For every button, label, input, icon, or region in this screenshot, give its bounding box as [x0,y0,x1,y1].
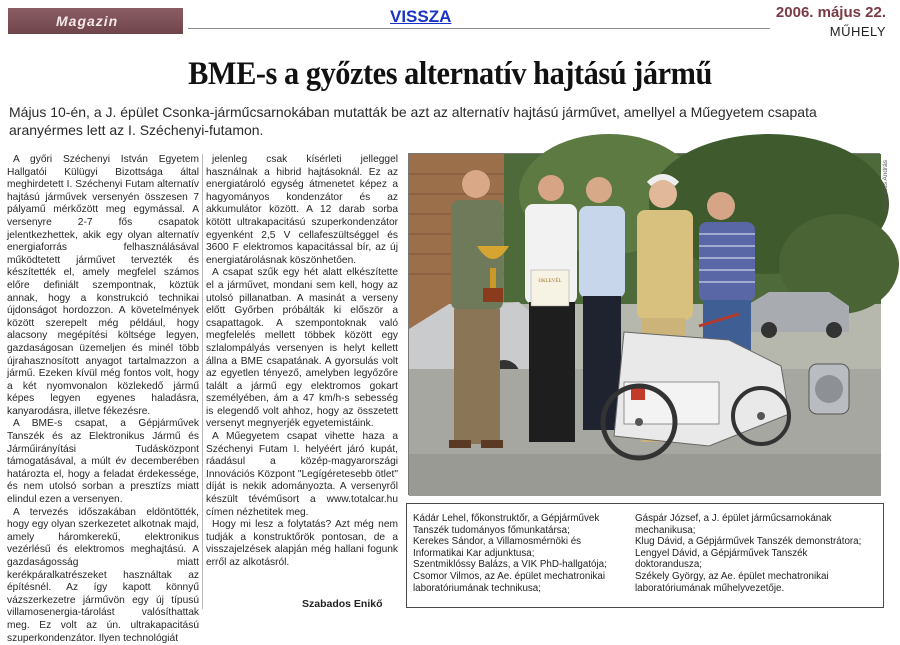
caption-entry: Csomor Vilmos, az Ae. épület mechatronikai laboratóriumának technikusa; [413,570,606,594]
section-tag: Magazin [8,8,183,34]
caption-entry: Klug Dávid, a Gépjárművek Tanszék demonstrátora; [635,536,862,548]
caption-entry: Szentmiklóssy Balázs, a VIK PhD-hallgatója; [413,559,607,571]
paragraph: A Műegyetem csapat vihette haza a Széchenyi Futam I. helyéért járó kupát, ráadásul a közép-magyarországi Innovációs Központ "Legígéretesebb ötlet" díját is nekik adományozta. A versenyről készült tévéműsort a www.totalcar.hu címen nézhetitek meg. [206,431,398,518]
caption-entry: Lengyel Dávid, a Gépjárművek Tanszék doktorandusza; [635,547,808,571]
back-link[interactable]: VISSZA [390,7,452,26]
article-column-2 [206,154,398,570]
article-lead: Május 10-én, a J. épület Csonka-járműcsarnokában mutatták be azt az alternatív hajtású járművet, amellyel a Műegyetem csapata aranyérmes lett az I. Széchenyi-futamon. [9,104,817,138]
section-name: MŰHELY [829,24,886,39]
paragraph: A csapat szűk egy hét alatt elkészítette el a járművet, mondani sem kell, hogy az utolsó pillanatban. A masinát a verseny előtt Győrben próbálták ki először a csapattagok. A szempontoknak való megfelelés mellett többek között egy szlalompályás versenyen is helyt kellett állna a BME csapatának. A gyorsulás volt az egyetlen tényező, amelyben legyőzőre talált a jármű egy elektromos gokart személyében, ám a 47 km/h-s sebesség is elegendő volt ahhoz, hogy az összetett versenyt megnyerjék egyetemistáink. [206,267,398,430]
certificate-label: OKLEVÉL [538,279,562,284]
caption-left-column [413,513,627,594]
team-photo-illustration [409,154,881,496]
caption-entry: Kádár Lehel, főkonstruktőr, a Gépjárművek Tanszék tudományos főmunkatársa; [413,513,600,536]
photo-credit: Fotó: Kiss András [882,160,889,211]
header-rule [188,28,770,29]
photo-caption-box [406,503,884,608]
caption-entry: Székely György, az Ae. épület mechatronikai laboratóriumának műhelyvezetője. [635,570,829,594]
paragraph: A tervezés időszakában eldöntötték, hogy egy olyan szerkezetet alkotnak majd, amely háromkerekű, elektronikus vezérlésű és elektromos meghajtású. A gazdaságosság miatt kerékpáralkatrészeket használtak az építésnél. Az így kapott könnyű vázszerkezetre járművön egy új típusú villamosenergia-tárolást valósíthattak meg. Ez volt az ún. ultrakapacitású szuperkondenzátor. Ilyen technológiát [7,506,199,644]
caption-entry: Gáspár József, a J. épület járműcsarnokának mechanikusa; [635,513,832,536]
caption-entry: Kerekes Sándor, a Villamosmérnöki és Informatikai Kar adjunktusa; [413,536,582,559]
column-divider [202,154,203,609]
publication-date: 2006. május 22. [775,4,886,21]
paragraph: A győri Széchenyi István Egyetem Hallgatói Külügyi Bizottsága által meghirdetett I. Széchenyi Futam alternatív hajtású járművek versenyén összesen 7 pályamű mérkőzött meg egymással. A versenyre 2-7 fős csapatok jelentkezhettek, akik egy olyan alternatív energiaforrás felhasználásával működtetett járművet tervezték és készítették el, amely megfelel számos előre definiált szempontnak, köztük annak, hogy a konstrukció technikai újdonságot hordozzon. A követelmények között szerepelt még például, hogy alacsony megépítési költsége legyen, gazdaságosan üzemeljen és minél több újrahasznosított anyagot tartalmazzon a jármű. Ezeken kívül még fontos volt, hogy a két nyomvonalon közlekedő jármű képes legyen egyenes haladásra, kanyarodásra, illetve fékezésre. [7,154,199,417]
caption-right-column [635,513,873,594]
team-photo [408,153,880,495]
paragraph: Hogy mi lesz a folytatás? Azt még nem tudják a konstruktőrök pontosan, de a visszajelzések alapján még hallani fogunk erről az alkotásról. [206,519,398,568]
article-author: Szabados Enikő [302,598,383,610]
paragraph: A BME-s csapat, a Gépjárművek Tanszék és az Elektronikus Jármű és Járműirányítási Tudásközpont támogatásával, a múlt év decemberében határozta el, hogy a feladat érdekessége, és nem utolsó sorban a presztízs miatt elindul ezen a versenyen. [7,418,199,506]
paragraph: jelenleg csak kísérleti jelleggel használnak a hibrid hajtásoknál. Ez az energiatároló egység átmenetet képez a hagyományos kondenzátor és az akkumulátor között. A 12 darab sorba kötött ultrakapacitású szuperkondenzátor egyenként 2,5 V cellafeszültséggel és 3600 F elektromos kapacitással bír, az új energiatárolásnak köszönhetően. [206,154,398,266]
article-headline: BME-s a győztes alternatív hajtású jármű [188,56,712,92]
article-column-1 [7,154,199,645]
